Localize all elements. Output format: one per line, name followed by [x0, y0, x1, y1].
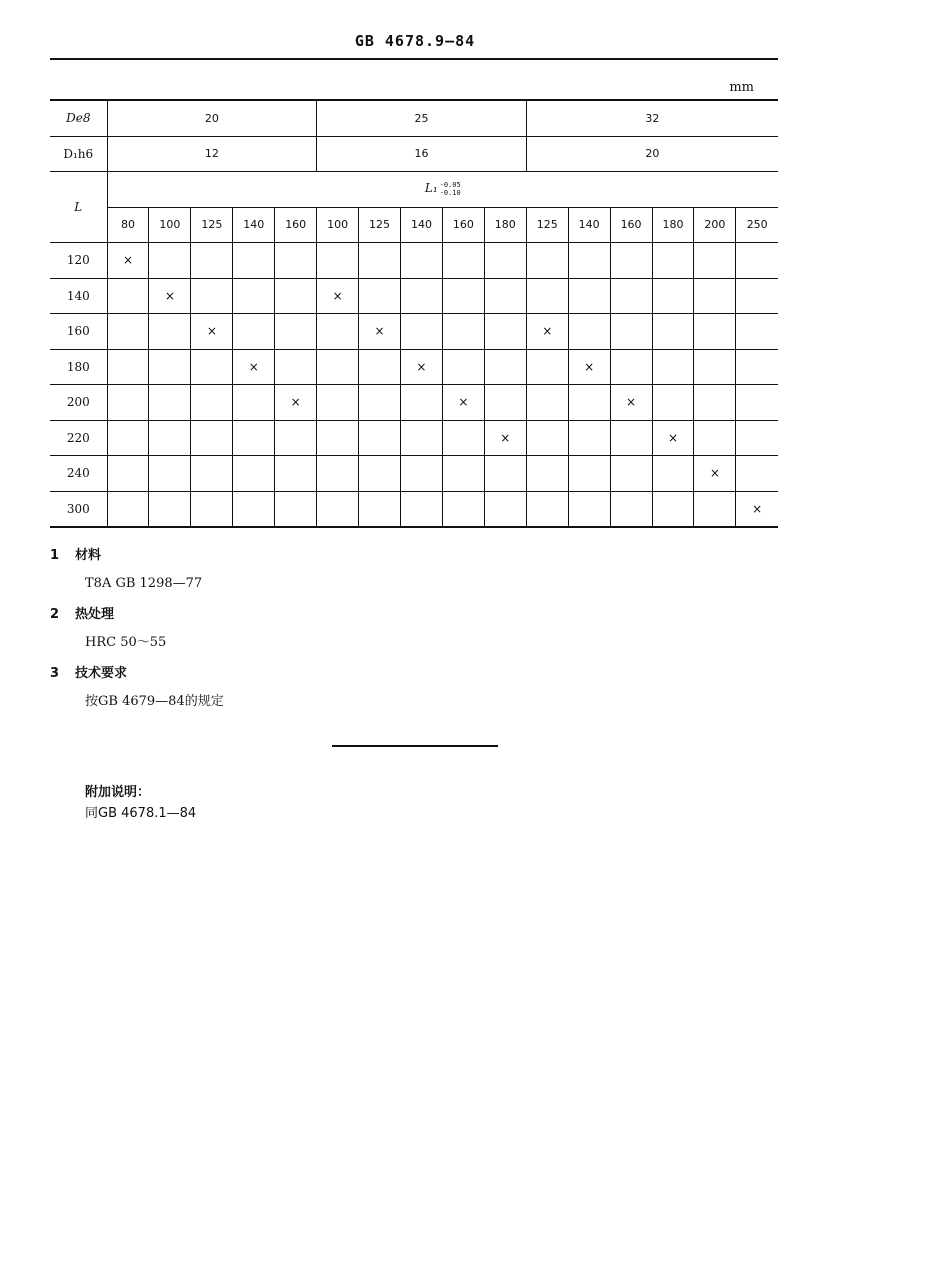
table-cell: [317, 420, 359, 456]
table-cell: [359, 278, 401, 314]
note-body: HRC 50～55: [85, 635, 167, 650]
table-cell: [568, 243, 610, 279]
l1-tolerance: [440, 181, 461, 197]
table-cell: [233, 314, 275, 350]
table-cell: [568, 349, 610, 385]
table-cell: [275, 456, 317, 492]
cross-mark: ×: [709, 466, 720, 481]
table-cell: [401, 456, 443, 492]
de-value: 20: [107, 100, 317, 136]
d1-label: D₁h6: [50, 136, 107, 172]
table-cell: [442, 243, 484, 279]
note-heading: [50, 664, 224, 692]
table-cell: [359, 349, 401, 385]
table-cell: [610, 456, 652, 492]
table-cell: [442, 314, 484, 350]
table-row: [50, 314, 778, 350]
table-cell: [191, 420, 233, 456]
table-cell: [317, 385, 359, 421]
de-row: [50, 100, 778, 136]
l1-column-header: 140: [401, 207, 443, 243]
cross-mark: ×: [206, 324, 217, 339]
table-cell: [233, 278, 275, 314]
table-cell: [401, 385, 443, 421]
table-cell: [191, 349, 233, 385]
table-cell: [149, 349, 191, 385]
l-value: 120: [50, 243, 107, 279]
table-row: [50, 243, 778, 279]
table-cell: [610, 491, 652, 527]
l-value: 200: [50, 385, 107, 421]
table-cell: [359, 385, 401, 421]
l-value: 160: [50, 314, 107, 350]
table-cell: [317, 243, 359, 279]
table-cell: [442, 491, 484, 527]
table-cell: [359, 456, 401, 492]
table-cell: [275, 349, 317, 385]
cross-mark: ×: [416, 359, 427, 374]
l1-column-header: 200: [694, 207, 736, 243]
table-cell: [191, 243, 233, 279]
table-cell: [107, 420, 149, 456]
l1-column-header: 100: [317, 207, 359, 243]
table-cell: [401, 420, 443, 456]
l1-label: L₁: [424, 181, 438, 196]
note-title: 材料: [75, 548, 102, 563]
table-cell: [652, 491, 694, 527]
cross-mark: ×: [374, 324, 385, 339]
additional-heading: 附加说明：: [85, 785, 151, 800]
cross-mark: ×: [458, 395, 469, 410]
d1-value: 16: [317, 136, 527, 172]
table-cell: [652, 278, 694, 314]
table-cell: [484, 456, 526, 492]
table-cell: [107, 278, 149, 314]
table-cell: [191, 456, 233, 492]
l1-column-header: 160: [275, 207, 317, 243]
table-cell: [191, 314, 233, 350]
l-value: 220: [50, 420, 107, 456]
l1-tol-lower: -0.10: [439, 189, 461, 198]
table-row: [50, 385, 778, 421]
l1-column-header: 140: [233, 207, 275, 243]
table-cell: [610, 420, 652, 456]
table-cell: [736, 314, 778, 350]
table-cell: [526, 420, 568, 456]
table-cell: [149, 385, 191, 421]
l1-header-row: [50, 172, 778, 208]
table-cell: [568, 278, 610, 314]
table-cell: [233, 491, 275, 527]
unit-label: mm: [729, 80, 754, 95]
table-cell: [484, 314, 526, 350]
cross-mark: ×: [332, 288, 343, 303]
table-cell: [736, 420, 778, 456]
cross-mark: ×: [500, 430, 511, 445]
l-value: 180: [50, 349, 107, 385]
de-value: 25: [317, 100, 527, 136]
table-cell: [736, 385, 778, 421]
table-cell: [652, 456, 694, 492]
table-cell: [401, 278, 443, 314]
table-cell: [401, 314, 443, 350]
table-cell: [317, 491, 359, 527]
table-cell: [107, 385, 149, 421]
table-cell: [401, 243, 443, 279]
d1-value: 12: [107, 136, 317, 172]
table-cell: [610, 243, 652, 279]
table-cell: [568, 456, 610, 492]
table-cell: [107, 491, 149, 527]
table-cell: [275, 243, 317, 279]
de-label: De8: [50, 100, 107, 136]
table-cell: [736, 349, 778, 385]
separator-rule: [332, 745, 498, 747]
l1-tol-upper: -0.05: [439, 181, 461, 190]
table-cell: [233, 385, 275, 421]
note-heading: [50, 546, 224, 574]
cross-mark: ×: [584, 359, 595, 374]
l1-column-header: 250: [736, 207, 778, 243]
table-cell: [107, 314, 149, 350]
l1-column-header: 100: [149, 207, 191, 243]
l1-column-header: 180: [652, 207, 694, 243]
additional-text: 同GB 4678.1—84: [85, 806, 197, 821]
table-cell: [149, 278, 191, 314]
table-cell: [484, 420, 526, 456]
cross-mark: ×: [542, 324, 553, 339]
table-cell: [694, 456, 736, 492]
cross-mark: ×: [752, 501, 763, 516]
table-cell: [107, 456, 149, 492]
table-cell: [233, 420, 275, 456]
table-cell: [694, 420, 736, 456]
table-cell: [526, 491, 568, 527]
table-cell: [442, 420, 484, 456]
table-cell: [568, 420, 610, 456]
cross-mark: ×: [667, 430, 679, 445]
l1-columns-row: [50, 207, 778, 243]
notes: [50, 546, 224, 723]
table-cell: [149, 314, 191, 350]
table-cell: [442, 278, 484, 314]
table-cell: [107, 243, 149, 279]
table-cell: [359, 314, 401, 350]
table-cell: [191, 278, 233, 314]
table-cell: [736, 456, 778, 492]
table-cell: [149, 243, 191, 279]
table-cell: [526, 349, 568, 385]
table-cell: [149, 491, 191, 527]
table-cell: [359, 243, 401, 279]
table-cell: [233, 456, 275, 492]
l1-column-header: 80: [107, 207, 149, 243]
table-cell: [736, 243, 778, 279]
table-cell: [275, 420, 317, 456]
l-value: 300: [50, 491, 107, 527]
table-cell: [484, 243, 526, 279]
table-cell: [359, 420, 401, 456]
cross-mark: ×: [164, 288, 175, 303]
l1-column-header: 125: [191, 207, 233, 243]
table-cell: [317, 349, 359, 385]
table-cell: [526, 278, 568, 314]
table-row: [50, 278, 778, 314]
table-row: [50, 349, 778, 385]
l1-column-header: 180: [484, 207, 526, 243]
l-value: 140: [50, 278, 107, 314]
table-cell: [484, 491, 526, 527]
note-number: 2: [50, 607, 60, 622]
table-row: [50, 456, 778, 492]
table-cell: [610, 385, 652, 421]
de-value: 32: [526, 100, 778, 136]
table-cell: [442, 349, 484, 385]
table-row: [50, 420, 778, 456]
table-cell: [359, 491, 401, 527]
table-cell: [694, 385, 736, 421]
cross-mark: ×: [122, 253, 134, 268]
table-cell: [107, 349, 149, 385]
table-cell: [317, 314, 359, 350]
table-cell: [191, 491, 233, 527]
table-cell: [694, 314, 736, 350]
l-label: L: [50, 172, 107, 243]
table-cell: [610, 314, 652, 350]
table-cell: [736, 278, 778, 314]
table-cell: [610, 278, 652, 314]
table-cell: [526, 314, 568, 350]
l1-column-header: 125: [526, 207, 568, 243]
table-cell: [652, 314, 694, 350]
note-body: 按GB 4679—84的规定: [85, 694, 224, 709]
dimension-table: [50, 99, 778, 528]
note-title: 热处理: [75, 607, 115, 622]
table-cell: [149, 456, 191, 492]
table-cell: [275, 314, 317, 350]
l1-header: [107, 172, 778, 208]
table-cell: [484, 385, 526, 421]
cross-mark: ×: [290, 395, 301, 410]
table-cell: [233, 243, 275, 279]
l1-column-header: 160: [442, 207, 484, 243]
table-cell: [233, 349, 275, 385]
table-cell: [610, 349, 652, 385]
table-cell: [442, 385, 484, 421]
note-title: 技术要求: [75, 666, 128, 681]
table-cell: [275, 491, 317, 527]
table-cell: [652, 385, 694, 421]
table-cell: [442, 456, 484, 492]
table-cell: [736, 491, 778, 527]
header-rule: [50, 58, 778, 60]
table-cell: [401, 349, 443, 385]
d1-row: [50, 136, 778, 172]
table-cell: [694, 491, 736, 527]
table-cell: [484, 278, 526, 314]
cross-mark: ×: [626, 395, 637, 410]
table-cell: [317, 278, 359, 314]
table-row: [50, 491, 778, 527]
l1-column-header: 125: [359, 207, 401, 243]
table-cell: [694, 278, 736, 314]
table-cell: [317, 456, 359, 492]
note-body: T8A GB 1298—77: [85, 576, 203, 591]
table-cell: [694, 243, 736, 279]
table-cell: [484, 349, 526, 385]
additional-notes: [85, 782, 196, 824]
table-cell: [652, 243, 694, 279]
table-cell: [191, 385, 233, 421]
table-cell: [275, 385, 317, 421]
table-cell: [149, 420, 191, 456]
l1-column-header: 140: [568, 207, 610, 243]
note-number: 3: [50, 666, 60, 681]
document-header: GB 4678.9—84: [354, 32, 476, 50]
table-cell: [568, 314, 610, 350]
note-heading: [50, 605, 224, 633]
l-value: 240: [50, 456, 107, 492]
table-cell: [568, 385, 610, 421]
d1-value: 20: [526, 136, 778, 172]
note-number: 1: [50, 548, 60, 563]
table-cell: [652, 349, 694, 385]
table-cell: [526, 456, 568, 492]
table-cell: [526, 385, 568, 421]
table-cell: [568, 491, 610, 527]
l1-column-header: 160: [610, 207, 652, 243]
table-cell: [275, 278, 317, 314]
table-cell: [652, 420, 694, 456]
table-cell: [694, 349, 736, 385]
table-cell: [526, 243, 568, 279]
table-cell: [401, 491, 443, 527]
cross-mark: ×: [248, 359, 259, 374]
